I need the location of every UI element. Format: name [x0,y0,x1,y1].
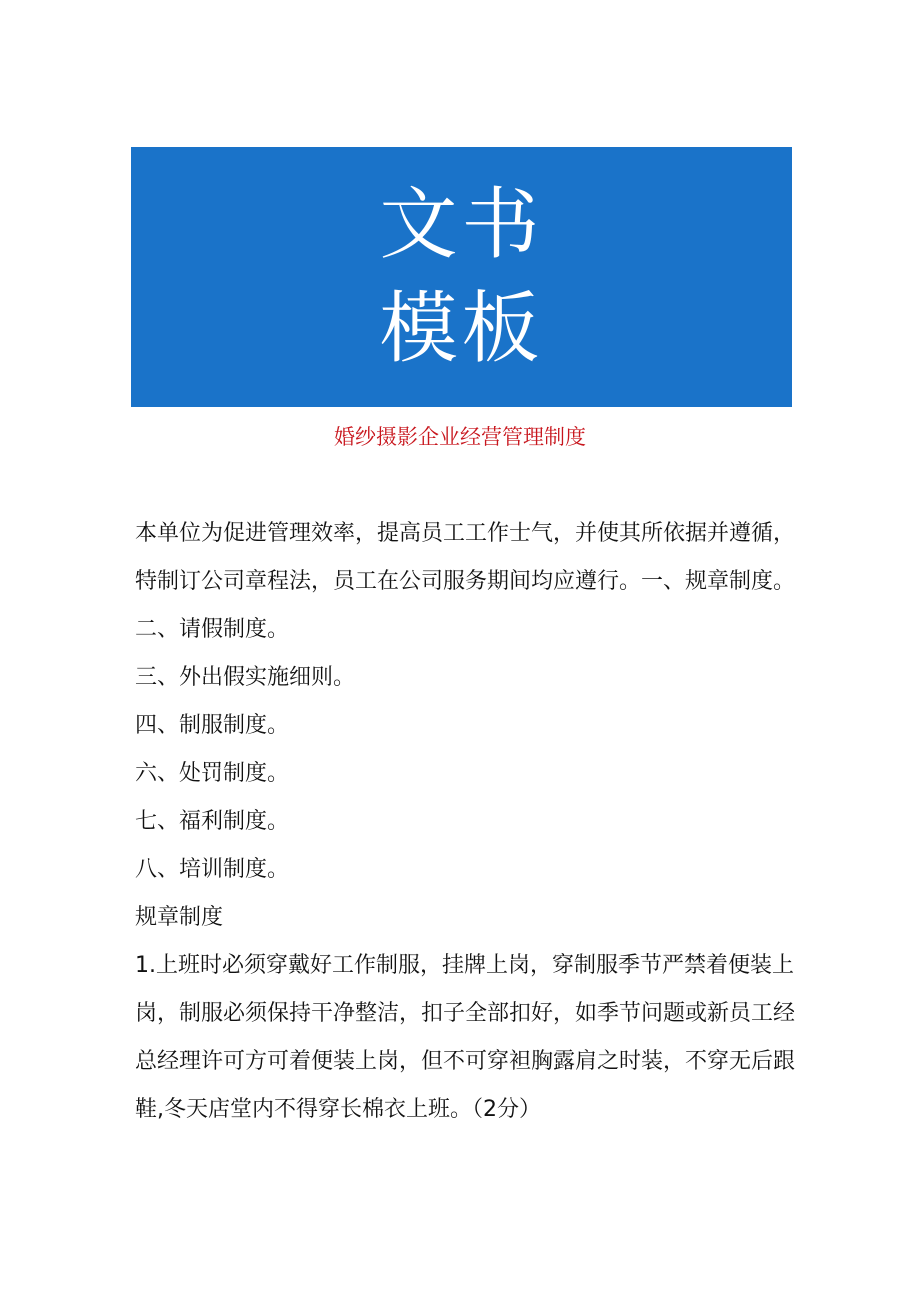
paragraph-item: 八、培训制度。 [135,857,290,882]
paragraph-rule-1: 1.上班时必须穿戴好工作制服，挂牌上岗，穿制服季节严禁着便装上岗，制服必须保持干净整洁，扣子全部扣好，如季节问题或新员工经总经理许可方可着便装上岗，但不可穿袒胸露肩之时装，不穿无后跟鞋,冬天店堂内不得穿长棉衣上班。（2分） [135,953,796,1122]
document-body [135,510,795,1134]
paragraph-item: 六、处罚制度。 [135,761,290,786]
paragraph-item: 三、外出假实施细则。 [135,665,356,690]
cover-banner [131,147,792,407]
banner-title-line-2: 模板 [379,284,544,374]
paragraph-item: 四、制服制度。 [135,713,290,738]
paragraph-item: 七、福利制度。 [135,809,290,834]
document-title: 婚纱摄影企业经营管理制度 [334,425,586,449]
banner-title-line-1: 文书 [379,180,544,270]
section-heading: 规章制度 [135,905,224,930]
paragraph-item: 二、请假制度。 [135,617,290,642]
paragraph-intro: 本单位为促进管理效率，提高员工工作士气，并使其所依据并遵循，特制订公司章程法，员工在公司服务期间均应遵行。一、规章制度。 [135,521,796,594]
